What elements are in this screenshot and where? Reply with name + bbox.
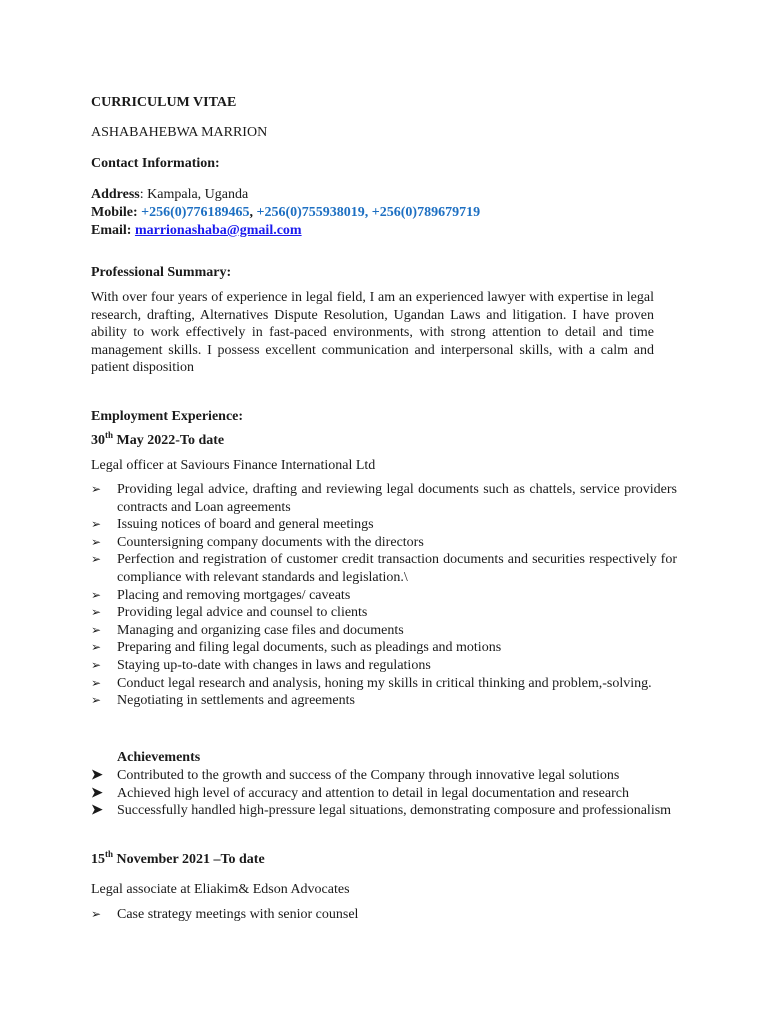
list-item: ➢ Providing legal advice and counsel to clients [91, 605, 368, 621]
list-item: ➢ Countersigning company documents with the directors [91, 534, 424, 550]
list-item: ➢ Placing and removing mortgages/ caveats [91, 587, 351, 603]
mobile-label: Mobile: [91, 205, 138, 220]
email-line [91, 222, 302, 240]
arrowhead-bullet-icon: ➢ [91, 534, 102, 549]
list-item: ➢ Issuing notices of board and general meetings [91, 517, 374, 533]
arrowhead-bullet-icon: ➢ [91, 605, 102, 620]
job2-date-day: 15 [91, 852, 105, 867]
employment-heading: Employment Experience: [91, 409, 244, 424]
achievements-heading: Achievements [117, 750, 201, 765]
summary-heading: Professional Summary: [91, 265, 232, 280]
phone-number-1[interactable]: +256(0)776189465 [141, 205, 250, 220]
job2-date [91, 851, 265, 869]
arrowhead-bullet-icon: ➢ [91, 517, 102, 532]
arrowhead-bullet-icon: ➢ [91, 675, 102, 690]
list-item: ➤ Achieved high level of accuracy and attention to detail in legal documentation and research [91, 785, 629, 801]
job1-title: Legal officer at Saviours Finance International Ltd [91, 458, 376, 473]
address-value: : Kampala, Uganda [139, 187, 249, 202]
phone-separator: , [249, 205, 253, 220]
arrowhead-bullet-icon: ➢ [91, 552, 102, 567]
document-title: CURRICULUM VITAE [91, 95, 237, 110]
list-item: ➢ Conduct legal research and analysis, honing my skills in critical thinking and problem,-solving. [91, 675, 652, 691]
email-link[interactable]: marrionashaba@gmail.com [134, 223, 302, 238]
job1-date-rest: May 2022-To date [113, 433, 225, 448]
job1-duties-list [91, 481, 677, 710]
address-label: Address [91, 187, 140, 202]
arrowhead-bullet-icon: ➤ [91, 768, 103, 783]
list-item: ➤ Successfully handled high-pressure legal situations, demonstrating composure and professionalism [91, 803, 672, 819]
arrowhead-bullet-icon: ➢ [91, 657, 102, 672]
list-item: ➢ Case strategy meetings with senior counsel [91, 907, 359, 922]
arrowhead-bullet-icon: ➢ [91, 693, 102, 708]
arrowhead-bullet-icon: ➢ [91, 640, 102, 655]
candidate-name: ASHABAHEBWA MARRION [91, 125, 268, 140]
arrowhead-bullet-icon: ➤ [91, 803, 103, 819]
summary-text: With over four years of experience in legal field, I am an experienced lawyer with expertise in legal research, drafting, Alternatives Dispute Resolution, Ugandan Laws and litigation. I have proven ability to work effectively in fast-paced environments, with strong attention to detail and time management skills. I possess excellent communication and interpersonal skills, with a calm and patient disposition [91, 290, 654, 376]
list-item: ➤ Contributed to the growth and success of the Company through innovative legal solutions [91, 768, 620, 783]
job2-date-suffix: th [105, 849, 114, 859]
email-label: Email: [91, 223, 132, 238]
arrowhead-bullet-icon: ➢ [91, 907, 102, 921]
job2-title: Legal associate at Eliakim& Edson Advocates [91, 882, 350, 897]
arrowhead-bullet-icon: ➤ [91, 785, 103, 801]
job2-duties-list [91, 906, 677, 924]
list-item: ➢ Managing and organizing case files and documents [91, 622, 404, 638]
arrowhead-bullet-icon: ➢ [91, 587, 102, 602]
job2-date-rest: November 2021 –To date [113, 852, 265, 867]
job1-date [91, 432, 224, 450]
phone-number-2[interactable]: +256(0)755938019, [256, 205, 369, 220]
list-item: ➢ Negotiating in settlements and agreements [91, 693, 355, 709]
arrowhead-bullet-icon: ➢ [91, 482, 102, 496]
list-item: ➢ Perfection and registration of customer credit transaction documents and securities respectively for compliance with relevant standards and legislation.\ [91, 552, 677, 585]
list-item: ➢ Providing legal advice, drafting and reviewing legal documents such as chattels, service providers contracts and Loan agreements [91, 482, 677, 515]
list-item: ➢ Staying up-to-date with changes in laws and regulations [91, 657, 431, 673]
list-item: ➢ Preparing and filing legal documents, such as pleadings and motions [91, 640, 502, 656]
achievements-list [91, 767, 677, 820]
contact-heading: Contact Information: [91, 156, 220, 171]
phone-number-3[interactable]: +256(0)789679719 [371, 205, 481, 220]
arrowhead-bullet-icon: ➢ [91, 622, 102, 637]
job1-date-day: 30 [91, 433, 105, 448]
address-line [91, 186, 248, 204]
job1-date-suffix: th [105, 430, 114, 440]
mobile-line [91, 204, 480, 222]
